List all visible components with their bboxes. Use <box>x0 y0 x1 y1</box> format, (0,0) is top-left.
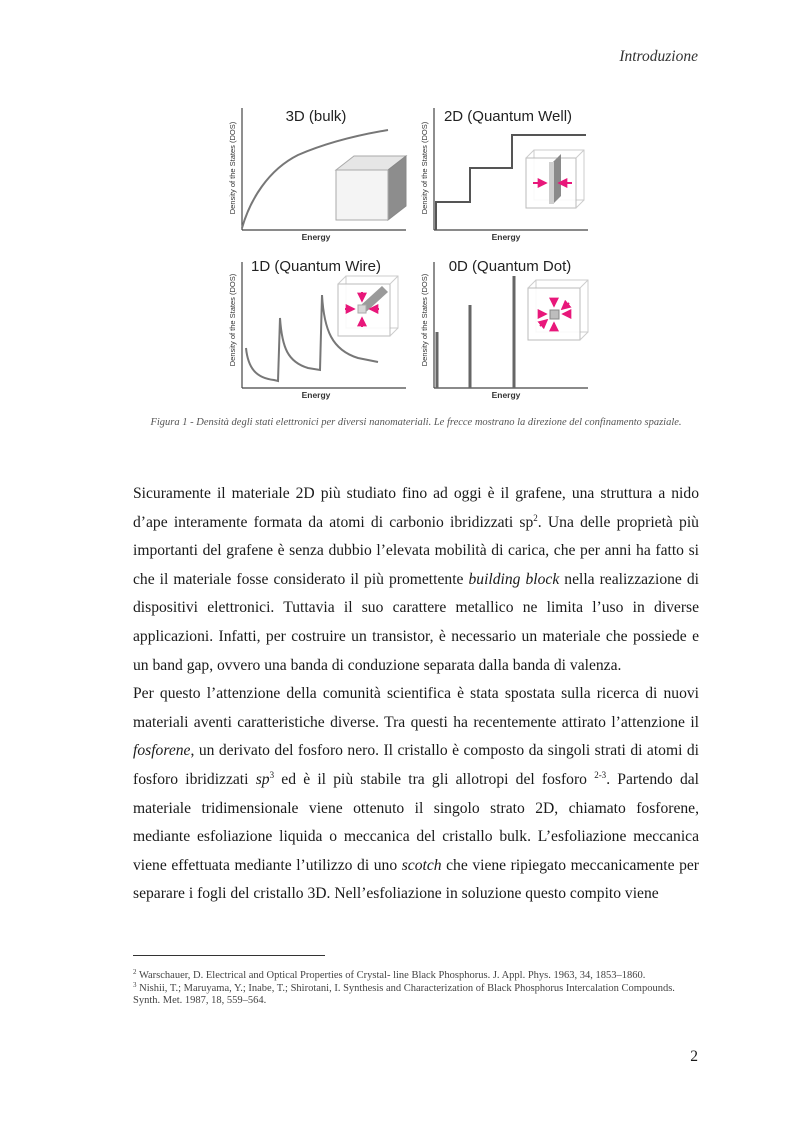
x-axis-label: Energy <box>301 390 331 400</box>
panel-title: 3D (bulk) <box>285 108 347 125</box>
x-axis-label: Energy <box>301 232 331 242</box>
panel-3d-bulk <box>228 108 406 242</box>
panel-0d-quantum-dot <box>420 258 588 400</box>
x-axis-label: Energy <box>491 232 521 242</box>
superscript: 2 <box>533 512 538 523</box>
superscript: 3 <box>269 769 275 780</box>
footnote-text: Nishii, T.; Maruyama, Y.; Inabe, T.; Shirotani, I. Synthesis and Characterization of Black Phosphorus Intercalation Compounds. Synth. Met. 1987, 18, 559–564. <box>133 982 675 1006</box>
text-run: Sicuramente il materiale 2D più studiato fino ad oggi è il grafene, una struttura a nido d’ape interamente formata da atomi di carbonio ibridizzati sp <box>133 485 699 531</box>
text-run: che viene ripiegato meccanicamente per separare i fogli del cristallo 3D. Nell’esfoliazione in soluzione questo compito viene <box>133 856 699 903</box>
dos-figure <box>228 100 590 400</box>
y-axis-label: Density of the States (DOS) <box>228 121 237 215</box>
footnote <box>133 970 699 983</box>
footnote-number: 2 <box>133 968 137 976</box>
footnotes <box>133 970 699 1008</box>
x-axis-label: Energy <box>491 390 521 400</box>
text-run: , un derivato del fosforo nero. Il cristallo è composto da singoli strati di atomi di fosforo ibridizzati <box>133 742 699 788</box>
footnote-text: Warschauer, D. Electrical and Optical Properties of Crystal- line Black Phosphorus. J. Appl. Phys. 1963, 34, 1853–1860. <box>138 970 646 981</box>
footnote-number: 3 <box>133 980 137 989</box>
panel-title: 2D (Quantum Well) <box>443 108 573 125</box>
emphasis: fosforene <box>133 742 191 760</box>
wire-cube-icon <box>338 276 398 336</box>
panel-2d-quantum-well <box>420 108 588 242</box>
well-cube-icon <box>526 150 584 208</box>
panel-title: 1D (Quantum Wire) <box>250 258 382 275</box>
panel-1d-quantum-wire <box>228 258 406 400</box>
text-run: nella realizzazione di dispositivi elettronici. Tuttavia il suo carattere metallico ne limita l’uso in diverse applicazioni. Infatti, per costruire un transistor, è necessario un materiale che possiede e un band gap, ovvero una banda di conduzione separata dalla banda di valenza. <box>133 570 699 674</box>
dot-cube-icon <box>528 280 588 340</box>
dos-figure-svg <box>228 100 590 400</box>
emphasis: building block <box>468 570 560 588</box>
text-run: ed è il più stabile tra gli allotropi del fosforo <box>274 770 595 788</box>
text-run: Per questo l’attenzione della comunità scientifica è stata spostata sulla ricerca di nuovi materiali aventi caratteristiche diverse. Tra questi ha recentemente attirato l’attenzione il <box>133 685 699 731</box>
paragraph <box>133 480 699 680</box>
citation-superscript: 2-3 <box>594 769 607 780</box>
y-axis-label: Density of the States (DOS) <box>420 273 429 367</box>
bulk-cube-icon <box>336 156 406 220</box>
figure-caption: Figura 1 - Densità degli stati elettronici per diversi nanomateriali. Le frecce mostrano la direzione del confinamento spaziale. <box>150 417 682 428</box>
footnote-divider <box>133 955 325 956</box>
y-axis-label: Density of the States (DOS) <box>228 273 237 367</box>
panel-title: 0D (Quantum Dot) <box>448 258 572 275</box>
text-run: . Partendo dal materiale tridimensionale viene ottenuto il singolo strato 2D, chiamato fosforene, mediante esfoliazione liquida o meccanica del cristallo bulk. L’esfoliazione meccanica viene effettuata mediante l’utilizzo di uno <box>133 770 699 874</box>
page-number: 2 <box>690 1048 698 1065</box>
emphasis: scotch <box>401 856 442 874</box>
emphasis: sp <box>255 770 270 788</box>
body-text <box>133 480 699 909</box>
paragraph <box>133 680 699 909</box>
text-run: . Una delle proprietà più importanti del grafene è senza dubbio l’elevata mobilità di carica, che per anni ha fatto si che il materiale fosse considerato il più promettente <box>133 513 699 588</box>
running-header: Introduzione <box>619 48 698 65</box>
footnote <box>133 980 699 1008</box>
y-axis-label: Density of the States (DOS) <box>420 121 429 215</box>
